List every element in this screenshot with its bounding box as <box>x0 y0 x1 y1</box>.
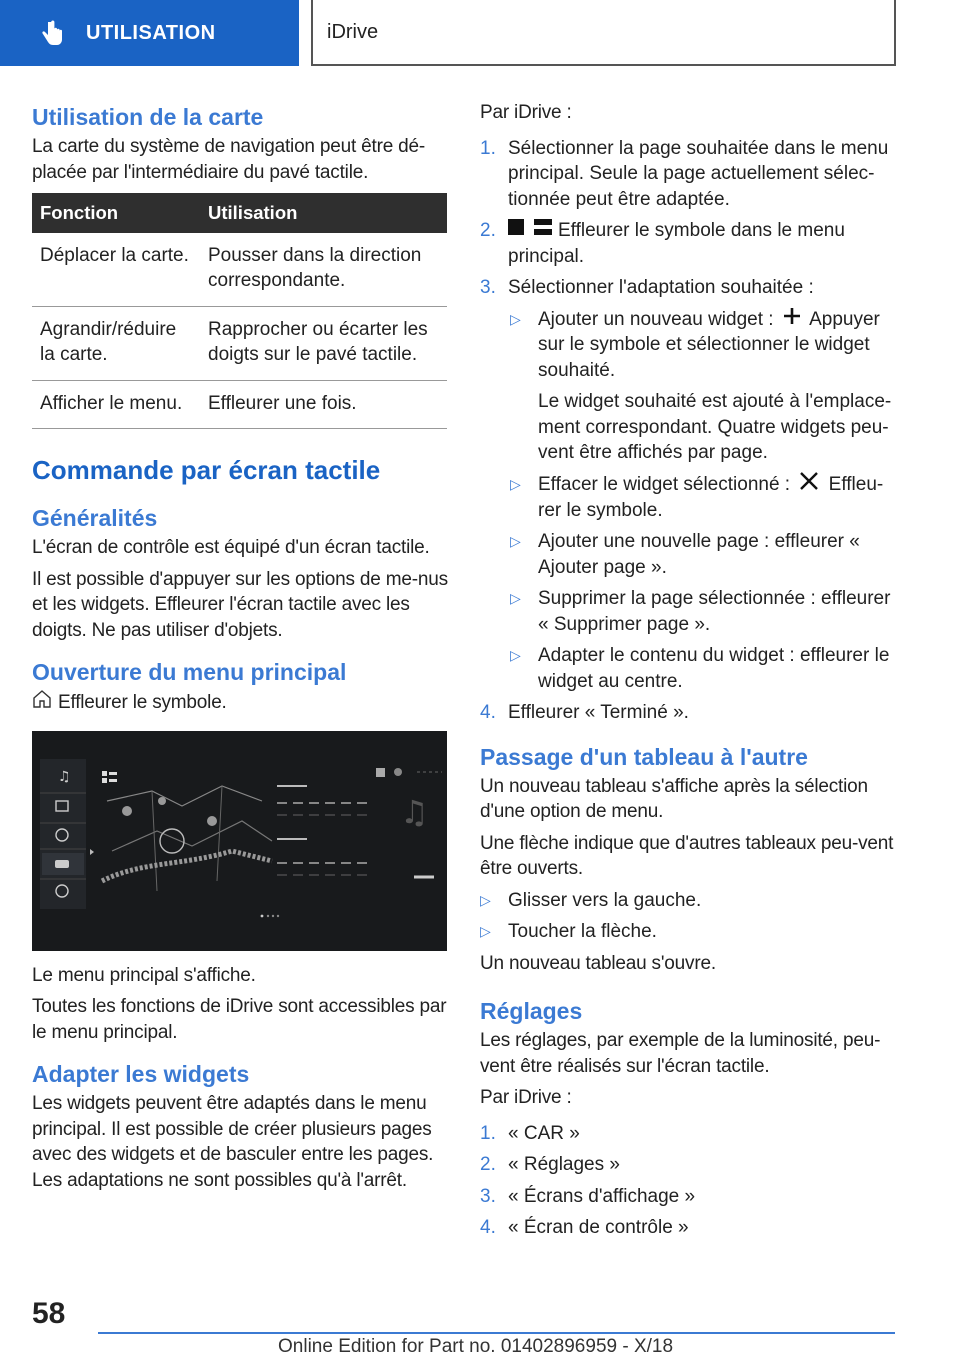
general-title: Généralités <box>32 505 158 531</box>
open-menu-title: Ouverture du menu principal <box>32 659 347 685</box>
switch-paragraph-2: Une flèche indique que d'autres tableaux peu-vent être ouverts. <box>480 832 894 880</box>
general-paragraph-1: L'écran de contrôle est équipé d'un écran tactile. <box>32 537 430 558</box>
table-cell: Effleurer une fois. <box>200 380 447 429</box>
list-item: ▷ Supprimer la page sélectionnée : effleurer « Supprimer page ». <box>510 588 891 635</box>
triangle-bullet-icon: ▷ <box>510 533 521 550</box>
chapter-tab <box>311 0 896 66</box>
list-item: 3. Sélectionner l'adaptation souhaitée : ▷ Ajouter un nouveau widget : Appuyer sur le symbole et sélectionner le widget souhaité. Le widget souhaité est ajouté à l'emplace-ment correspondant. Quatre widgets peu-vent être affichés par page. ▷ Effacer le widget sélectionné : Efflеu-rer le symbole. ▷ Ajouter une nouvelle page : effleurer « Ajouter page ». ▷ Supprimer la page sélectionnée : effleurer « Supprimer page ». ▷ Adapter le contenu du widget : effleurer le widget au centre. <box>480 275 896 694</box>
triangle-bullet-icon: ▷ <box>510 310 521 327</box>
table-header-usage: Utilisation <box>200 193 447 233</box>
list-item: 1. Sélectionner la page souhaitée dans le menu principal. Seule la page actuellement sélec-tionnée peut être adaptée. <box>480 137 889 210</box>
add-widget-note: Le widget souhaité est ajouté à l'emplace-ment correspondant. Quatre widgets peu-vent être affichés par page. <box>538 391 892 464</box>
footer-divider <box>98 1332 895 1334</box>
triangle-bullet-icon: ▷ <box>480 891 491 908</box>
par-idrive-label: Par iDrive : <box>480 102 572 123</box>
table-cell: Agrandir/réduire la carte. <box>32 306 200 380</box>
switch-paragraph-1: Un nouveau tableau s'affiche après la sélection d'une option de menu. <box>480 775 868 823</box>
triangle-bullet-icon: ▷ <box>510 475 521 492</box>
list-item: 1. « CAR » <box>480 1122 580 1144</box>
touchscreen-title: Commande par écran tactile <box>32 455 381 485</box>
settings-steps-list <box>480 1121 896 1241</box>
chapter-tab-label: iDrive <box>327 20 379 43</box>
table-cell: Afficher le menu. <box>32 380 200 429</box>
menu-caption-2: Toutes les fonctions de iDrive sont accessibles par le menu principal. <box>32 996 447 1043</box>
function-table <box>32 193 447 429</box>
section-tab <box>0 0 299 66</box>
settings-par-idrive: Par iDrive : <box>480 1087 572 1109</box>
widgets-title: Adapter les widgets <box>32 1061 250 1087</box>
page-header <box>0 0 960 66</box>
table-header-row <box>32 193 447 233</box>
svg-text:♫: ♫ <box>58 768 71 785</box>
switch-bullets <box>478 888 896 945</box>
menu-caption-1: Le menu principal s'affiche. <box>32 964 256 986</box>
switch-paragraph-3: Un nouveau tableau s'ouvre. <box>480 952 716 974</box>
triangle-bullet-icon: ▷ <box>510 590 521 607</box>
settings-title: Réglages <box>480 998 583 1025</box>
home-icon <box>32 689 52 717</box>
table-cell: Déplacer la carte. <box>32 233 200 307</box>
settings-paragraph: Les réglages, par exemple de la luminosité, peu-vent être réalisés sur l'écran tactile. <box>480 1030 881 1077</box>
list-item: ▷ Ajouter une nouvelle page : effleurer « Ajouter page ». <box>510 531 860 578</box>
list-item: ▷ Toucher la flèche. <box>478 919 896 945</box>
plus-icon <box>783 307 801 333</box>
widget-steps-list <box>480 136 896 726</box>
list-item: 2. Effleurer le symbole dans le menu principal. <box>480 220 845 267</box>
list-item: 4. « Écran de contrôle » <box>480 1217 689 1239</box>
table-cell: Rapprocher ou écarter les doigts sur le pavé tactile. <box>200 306 447 380</box>
widget-layout-icon <box>508 218 554 244</box>
table-row <box>32 380 447 429</box>
widgets-text: Les widgets peuvent être adaptés dans le menu principal. Il est possible de créer plusieurs pages avec des widgets et de basculer entre les pages. Les adaptations ne sont possibles qu'à l'arrêt. <box>32 1093 434 1191</box>
general-paragraph-2: Il est possible d'appuyer sur les options de me-nus et les widgets. Effleurer l'écran tactile avec les doigts. Ne pas utiliser d'objets. <box>32 568 448 641</box>
main-menu-screenshot <box>32 731 447 951</box>
adaptation-options-list <box>508 307 896 694</box>
triangle-bullet-icon: ▷ <box>510 647 521 664</box>
map-usage-title: Utilisation de la carte <box>32 104 264 130</box>
list-item: ▷ Effacer le widget sélectionné : Efflеu-rer le symbole. <box>510 473 884 521</box>
page-number: 58 <box>32 1297 66 1330</box>
map-usage-intro: La carte du système de navigation peut être dé-placée par l'intermédiaire du pavé tactile. <box>32 136 426 183</box>
svg-text:♫: ♫ <box>400 792 429 831</box>
close-icon <box>799 472 819 498</box>
triangle-bullet-icon: ▷ <box>480 923 491 940</box>
section-tab-label: UTILISATION <box>86 21 216 44</box>
footer-edition: Online Edition for Part no. 01402896959 - X/18 <box>278 1336 674 1357</box>
touch-hand-icon <box>38 19 66 47</box>
right-column <box>480 100 896 1247</box>
table-header-function: Fonction <box>32 193 200 233</box>
left-column <box>32 100 448 1199</box>
list-item: 2. « Réglages » <box>480 1154 620 1176</box>
list-item: 4. Effleurer « Terminé ». <box>480 702 689 724</box>
list-item: ▷ Ajouter un nouveau widget : Appuyer sur le symbole et sélectionner le widget souhaité. Le widget souhaité est ajouté à l'emplace-ment correspondant. Quatre widgets peu-vent être affichés par page. <box>508 307 896 466</box>
table-cell: Pousser dans la direction correspondante. <box>200 233 447 307</box>
list-item: ▷ Glisser vers la gauche. <box>478 888 896 914</box>
list-item: ▷ Adapter le contenu du widget : effleurer le widget au centre. <box>510 645 890 692</box>
table-row <box>32 306 447 380</box>
switch-title: Passage d'un tableau à l'autre <box>480 743 808 770</box>
table-row <box>32 233 447 307</box>
open-menu-text: Effleurer le symbole. <box>32 689 448 717</box>
list-item: 3. « Écrans d'affichage » <box>480 1185 696 1207</box>
